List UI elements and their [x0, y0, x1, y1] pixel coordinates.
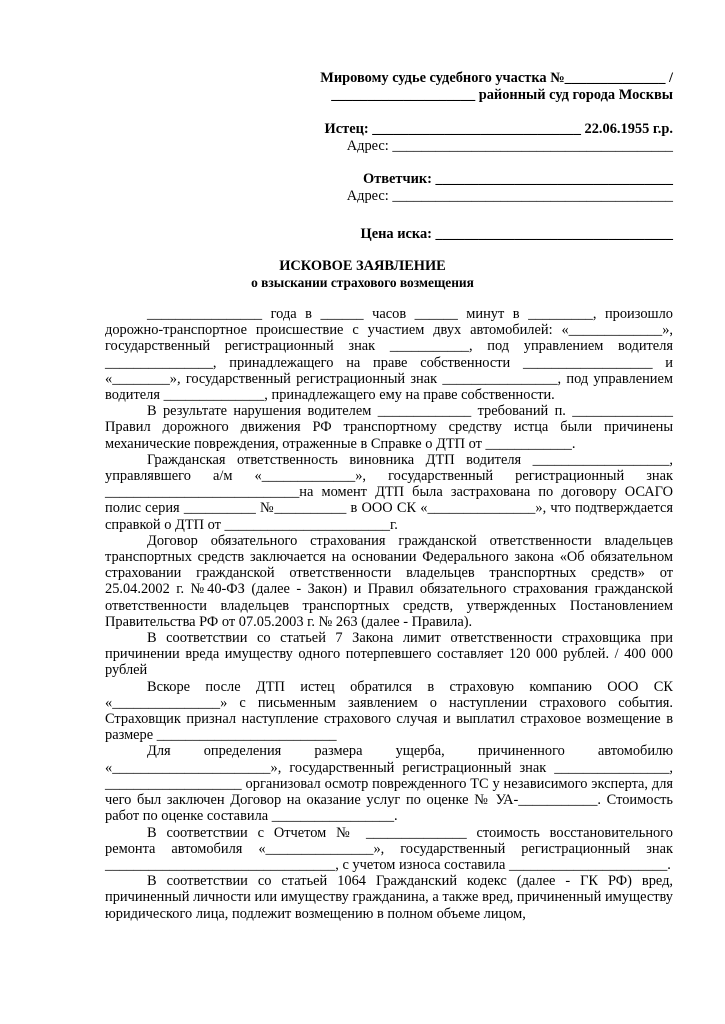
- district-court-line: ____________________ районный суд города Москвы: [331, 87, 673, 103]
- paragraph-assessment: Для определения размера ущерба, причиненного автомобилю «______________________», государственный регистрационный знак ________________, ___________________ организовал осмотр поврежденного ТС у независимого эксперта, для чего был заключен Договор на оказание услуг по оценке № УА-___________. Стоимость работ по оценке составила _________________.: [105, 743, 673, 825]
- paragraph-limit: В соответствии со статьей 7 Закона лимит ответственности страховщика при причинении вреда имуществу одного потерпевшего составляет 120 000 рублей. / 400 000 рублей: [105, 630, 673, 679]
- document-body: [105, 306, 673, 922]
- claim-price-line: Цена иска: _________________________________: [360, 226, 673, 242]
- paragraph-civil-code: В соответствии со статьей 1064 Гражданский кодекс (далее - ГК РФ) вред, причиненный личности или имуществу гражданина, а также вред, причиненный имуществу юридического лица, подлежит возмещению в полном объеме лицом,: [105, 873, 673, 922]
- paragraph-osago-law: Договор обязательного страхования гражданской ответственности владельцев транспортных средств заключается на основании Федерального закона «Об обязательном страховании гражданской ответственности владельцев транспортных средств» от 25.04.2002 г. №40-ФЗ (далее - Закон) и Правил обязательного страхования гражданской ответственности владельцев транспортных средств, утвержденных Постановлением Правительства РФ от 07.05.2003 г. № 263 (далее - Правила).: [105, 532, 673, 630]
- paragraph-violation: В результате нарушения водителем _____________ требований п. ______________ Правил дорожного движения РФ транспортному средству истца были причинены механические повреждения, отраженные в Справке о ДТП от ____________.: [105, 403, 673, 452]
- defendant-line: Ответчик: _________________________________: [362, 171, 673, 187]
- paragraph-liability: Гражданская ответственность виновника ДТП водителя ___________________, управлявшего а/м «_____________», государственный регистрационный знак ___________________________на момент ДТП была застрахована по договору ОСАГО полис серия __________ №__________ в ООО СК «_______________», что подтверждается справкой о ДТП от _______________________г.: [105, 451, 673, 533]
- plaintiff-line: Истец: _____________________________ 22.06.1955 г.р.: [324, 121, 673, 137]
- paragraph-accident: ________________ года в ______ часов ______ минут в _________, произошло дорожно-транспортное происшествие с участием двух автомобилей: «_____________», государственный регистрационный знак ___________, под управлением водителя _______________, принадлежащего на праве собственности __________________ и «________», государственный регистрационный знак ________________, под управлением водителя ______________, принадлежащего ему на праве собственности.: [105, 306, 673, 404]
- plaintiff-address: Адрес: _______________________________________: [346, 138, 673, 154]
- paragraph-repair-cost: В соответствии с Отчетом № ______________ стоимость восстановительного ремонта автомобиля «_______________», государственный регистрационный знак ________________________________, с учетом износа составила ______________________.: [105, 824, 673, 873]
- paragraph-insurer-payment: Вскоре после ДТП истец обратился в страховую компанию ООО СК «_______________» с письменным заявлением о наступлении страхового события. Страховщик признал наступление страхового случая и выплатил страховое возмещение в размере _________________________: [105, 678, 673, 744]
- document-subtitle: о взыскании страхового возмещения: [251, 275, 474, 290]
- judge-addressee-line: Мировому судье судебного участка №______________ /: [320, 70, 673, 86]
- document-title: ИСКОВОЕ ЗАЯВЛЕНИЕ: [279, 258, 446, 274]
- defendant-address: Адрес: _______________________________________: [346, 188, 673, 204]
